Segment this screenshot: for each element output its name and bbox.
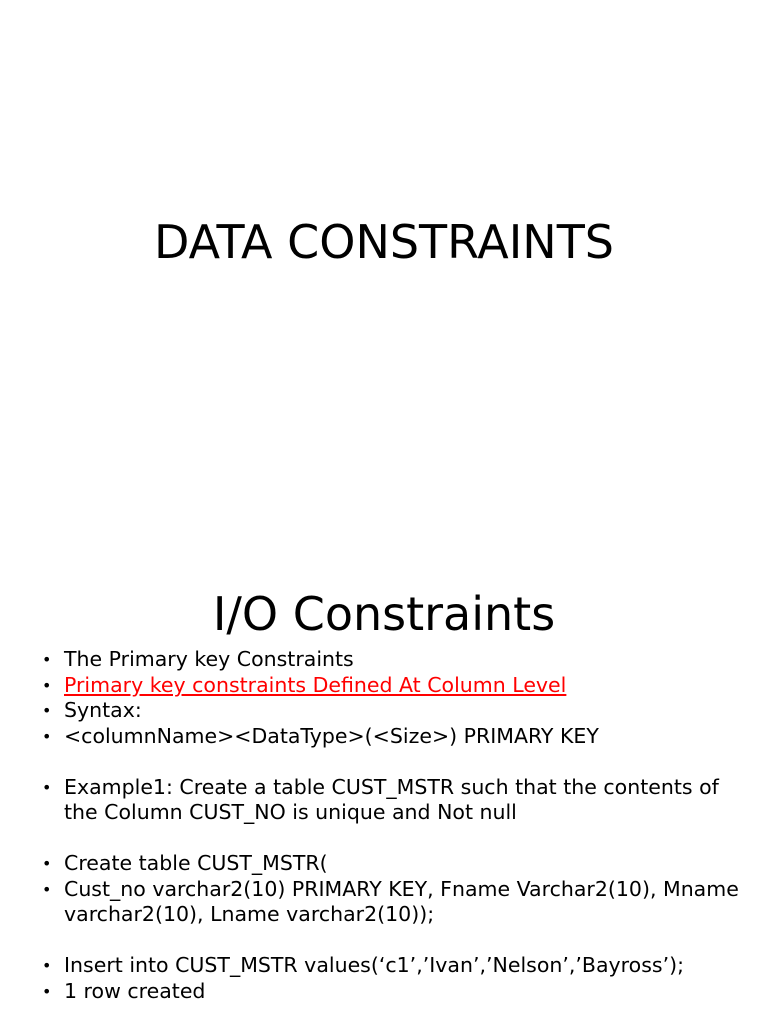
blank-line xyxy=(40,826,740,852)
bullet-list xyxy=(40,647,740,1004)
bullet-item: • Example1: Create a table CUST_MSTR such that the contents of the Column CUST_NO is unique and Not null xyxy=(42,774,719,824)
slide-content-heading: I/O Constraints xyxy=(212,587,556,641)
bullet-item: • <columnName><DataType>(<Size>) PRIMARY KEY xyxy=(42,723,599,748)
bullet-icon: • xyxy=(42,854,52,873)
bullet-item: • Create table CUST_MSTR( xyxy=(42,851,328,875)
bullet-icon: • xyxy=(42,675,52,695)
bullet-icon: • xyxy=(42,650,52,669)
bullet-item: • The Primary key Constraints xyxy=(42,647,354,671)
bullet-icon: • xyxy=(42,777,52,797)
bullet-icon: • xyxy=(42,701,52,720)
bullet-item: • Syntax: xyxy=(42,698,142,722)
bullet-item: • 1 row created xyxy=(42,978,206,1003)
bullet-item xyxy=(40,673,740,699)
bullet-item: • Insert into CUST_MSTR values(‘c1’,’Ivan’,’Nelson’,’Bayross’); xyxy=(42,953,684,977)
slide-title-heading: DATA CONSTRAINTS xyxy=(154,215,614,269)
bullet-icon: • xyxy=(42,956,52,975)
bullet-icon: • xyxy=(42,726,52,746)
blank-line xyxy=(40,749,740,775)
bullet-icon: • xyxy=(42,879,52,899)
column-level-link[interactable]: Primary key constraints Defined At Column Level xyxy=(64,672,567,697)
blank-line xyxy=(40,928,740,954)
slide-content xyxy=(0,576,768,1024)
bullet-icon: • xyxy=(42,981,52,1001)
bullet-item: • Cust_no varchar2(10) PRIMARY KEY, Fname Varchar2(10), Mname varchar2(10), Lname varchar2(10)); xyxy=(42,876,739,926)
